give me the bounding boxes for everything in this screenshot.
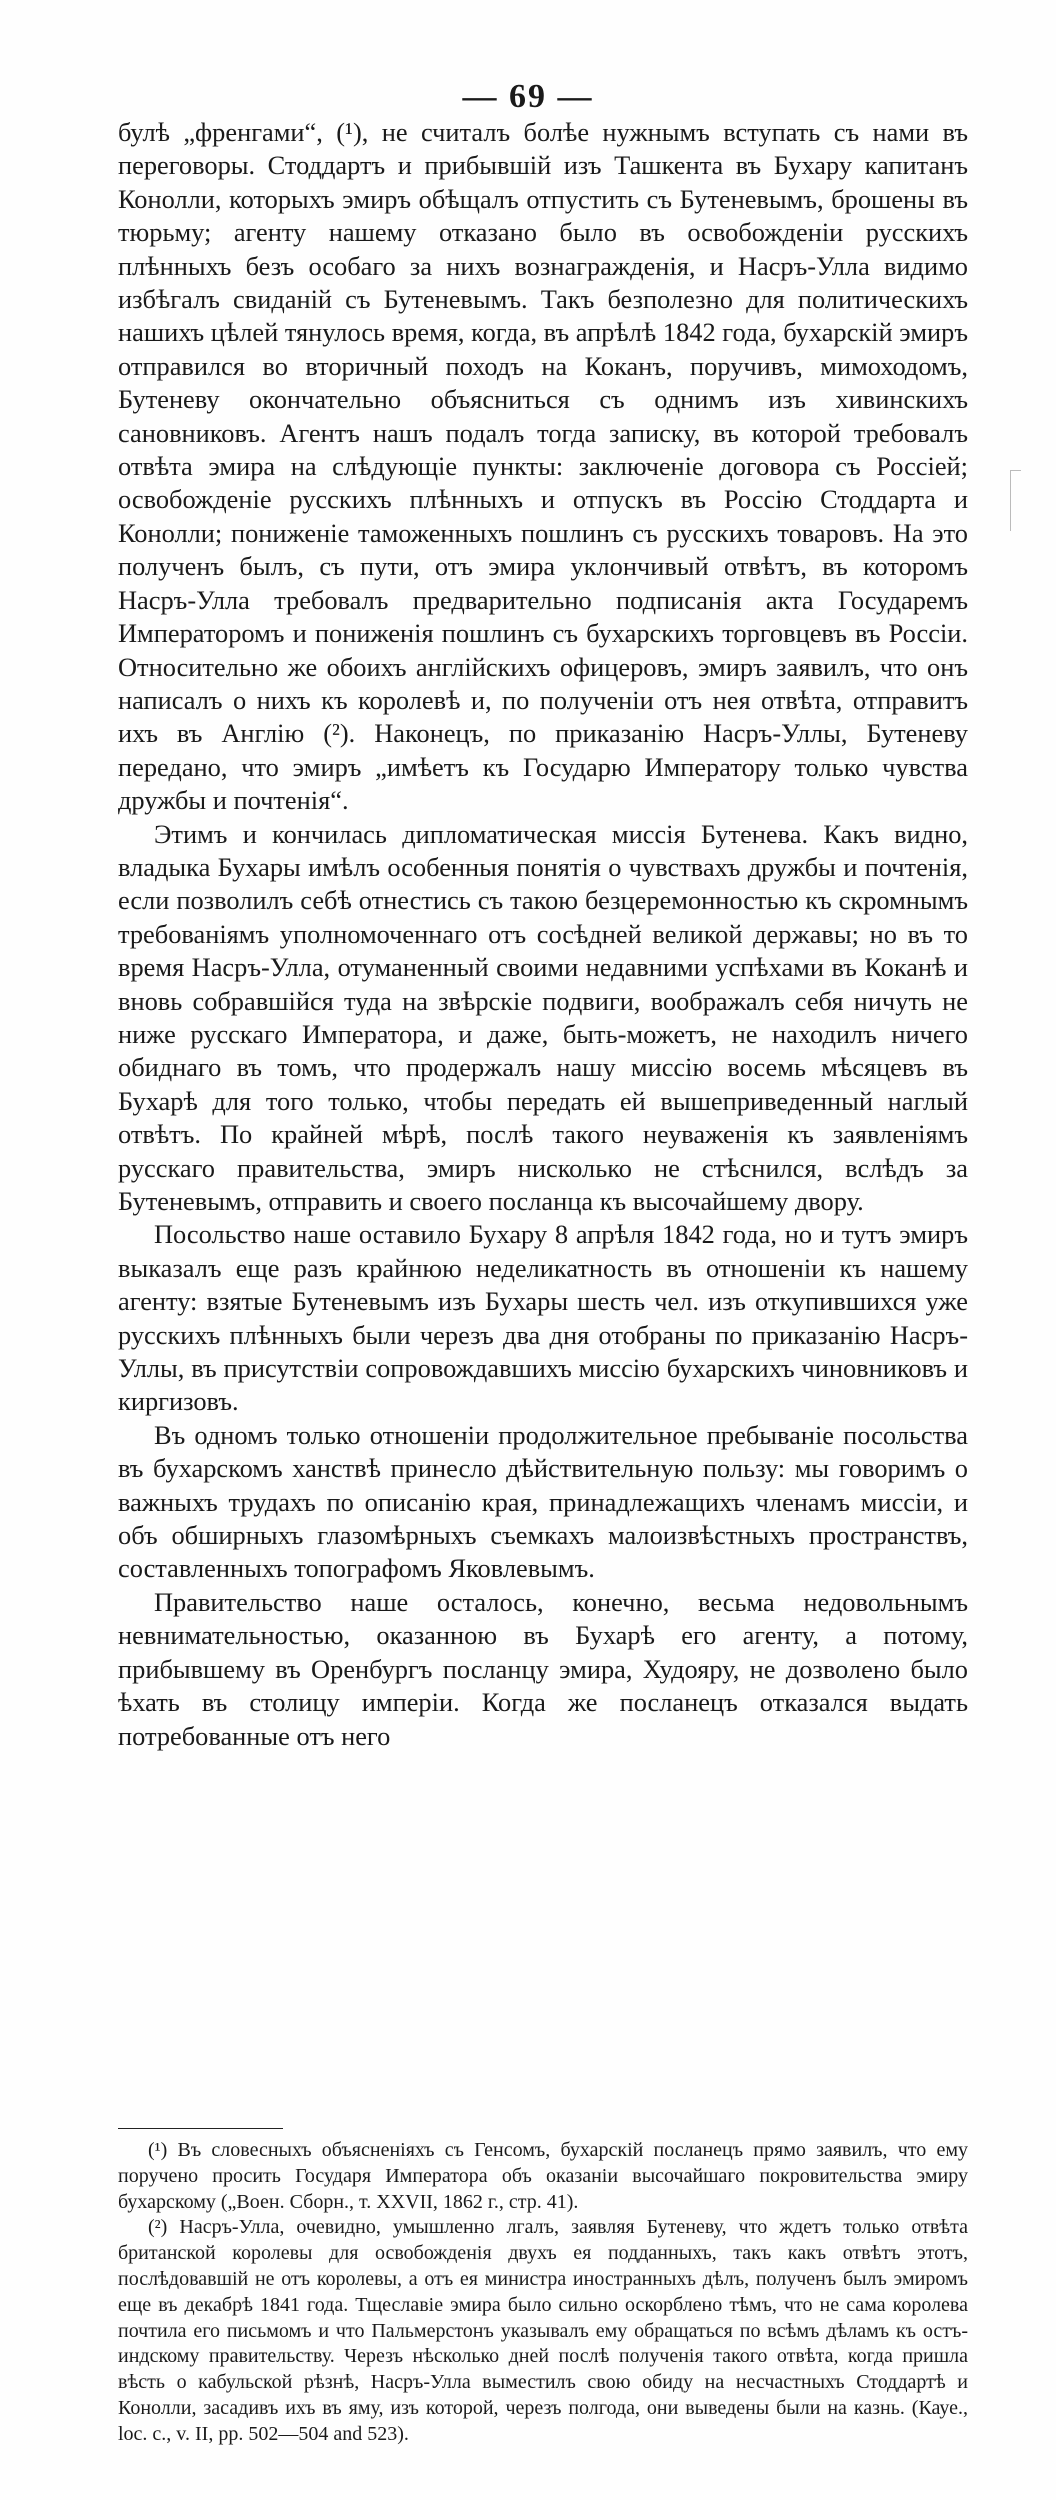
- paragraph-mission-end: Этимъ и кончилась дипломатическая миссія Бутенева. Какъ видно, владыка Бухары имѣлъ особенныя понятія о чувствахъ дружбы и почтенія, если позволилъ себѣ отнестись съ такою безцеремонностью къ скромнымъ требованіямъ уполномоченнаго отъ сосѣдней великой державы; но въ то время Насръ-Улла, отуманенный своими недавними успѣхами въ Коканѣ и вновь собравшійся туда на звѣрскіе подвиги, воображалъ себя ничуть не ниже русскаго Императора, и даже, быть-можетъ, не находилъ ничего обиднаго въ томъ, что продержалъ нашу миссію восемь мѣсяцевъ въ Бухарѣ для того только, чтобы передать ей вышеприведенный наглый отвѣтъ. По крайней мѣрѣ, послѣ такого неуваженія къ заявленіямъ русскаго правительства, эмиръ нисколько не стѣснился, вслѣдъ за Бутеневымъ, отправить и своего посланца къ высочайшему двору.: [118, 818, 968, 1216]
- main-text: [118, 116, 968, 1753]
- margin-pencil-mark: [1010, 470, 1021, 531]
- paragraph-government-reaction: Правительство наше осталось, конечно, весьма недовольнымъ невнимательностью, оказанною въ Бухарѣ его агенту, а потому, прибывшему въ Оренбургъ посланцу эмира, Худояру, не дозволено было ѣхать въ столицу имперіи. Когда же посланецъ отказался выдать потребованные отъ него: [118, 1586, 968, 1751]
- footnotes: [118, 2138, 968, 2448]
- paragraph-survey-benefit: Въ одномъ только отношеніи продолжительное пребываніе посольства въ бухарскомъ ханствѣ принесло дѣйствительную пользу: мы говоримъ о важныхъ трудахъ по описанію края, принадлежащихъ членамъ миссіи, и объ обширныхъ глазомѣрныхъ съемкахъ малоизвѣстныхъ пространствъ, составленныхъ топографомъ Яковлевымъ.: [118, 1419, 968, 1584]
- paragraph-continuation: булѣ „френгами“, (¹), не считалъ болѣе нужнымъ вступать съ нами въ переговоры. Стоддартъ и прибывшій изъ Ташкента въ Бухару капитанъ Конолли, которыхъ эмиръ обѣщалъ отпустить съ Бутеневымъ, брошены въ тюрьму; агенту нашему отказано было въ освобожденіи русскихъ плѣнныхъ безъ особаго за нихъ вознагражденія, и Насръ-Улла видимо избѣгалъ свиданій съ Бутеневымъ. Такъ безполезно для политическихъ нашихъ цѣлей тянулось время, когда, въ апрѣлѣ 1842 года, бухарскій эмиръ отправился во вторичный походъ на Коканъ, поручивъ, мимоходомъ, Бутеневу окончательно объясниться съ однимъ изъ хивинскихъ сановниковъ. Агентъ нашъ подалъ тогда записку, въ которой требовалъ отвѣта эмира на слѣдующіе пункты: заключеніе договора съ Россіей; освобожденіе русскихъ плѣнныхъ и отпускъ въ Россію Стоддарта и Конолли; пониженіе таможенныхъ пошлинъ съ русскихъ товаровъ. На это полученъ былъ, съ пути, отъ эмира уклончивый отвѣтъ, въ которомъ Насръ-Улла требовалъ предварительно подписанія акта Государемъ Императоромъ и пониженія пошлинъ съ бухарскихъ торговцевъ въ Россіи. Относительно же обоихъ англійскихъ офицеровъ, эмиръ заявилъ, что онъ написалъ о нихъ къ королевѣ и, по полученіи отъ нея отвѣта, отправитъ ихъ въ Англію (²). Наконецъ, по приказанію Насръ-Уллы, Бутеневу передано, что эмиръ „имѣетъ къ Государю Императору только чувства дружбы и почтенія“.: [118, 117, 968, 816]
- footnote-1: (¹) Въ словесныхъ объясненіяхъ съ Генсомъ, бухарскій посланецъ прямо заявилъ, что ему поручено просить Государя Императора объ оказаніи высочайшаго покровительства эмиру бухарскому („Воен. Сборн., т. XXVII, 1862 г., стр. 41).: [118, 2139, 968, 2213]
- page-number: — 69 —: [462, 78, 594, 115]
- footnote-2: (²) Насръ-Улла, очевидно, умышленно лгалъ, заявляя Бутеневу, что ждетъ только отвѣта британской королевы для освобожденія двухъ ея подданныхъ, такъ какъ отвѣтъ этотъ, послѣдовавшій не отъ королевы, а отъ ея министра иностранныхъ дѣлъ, полученъ былъ эмиромъ еще въ декабрѣ 1841 года. Тщеславіе эмира было сильно оскорблено тѣмъ, что не сама королева почтила его письмомъ и что Пальмерстонъ указывалъ ему обращаться по всѣмъ дѣламъ къ остъ-индскому правительству. Черезъ нѣсколько дней послѣ полученія такого отвѣта, когда пришла вѣсть о кабульской рѣзнѣ, Насръ-Улла выместилъ свою обиду на несчастныхъ Стоддартѣ и Конолли, засадивъ ихъ въ яму, изъ которой, черезъ полгода, они выведены были на казнь. (Кауе., loc. c., v. II, pp. 502—504 and 523).: [118, 2216, 968, 2445]
- paragraph-embassy-departure: Посольство наше оставило Бухару 8 апрѣля 1842 года, но и тутъ эмиръ выказалъ еще разъ крайнюю неделикатность въ отношеніи къ нашему агенту: взятые Бутеневымъ изъ Бухары шесть чел. изъ откупившихся уже русскихъ плѣнныхъ были черезъ два дня отобраны по приказанію Насръ-Уллы, въ присутствіи сопровождавшихъ миссію бухарскихъ чиновниковъ и киргизовъ.: [118, 1219, 968, 1417]
- footnote-separator: [118, 2128, 283, 2129]
